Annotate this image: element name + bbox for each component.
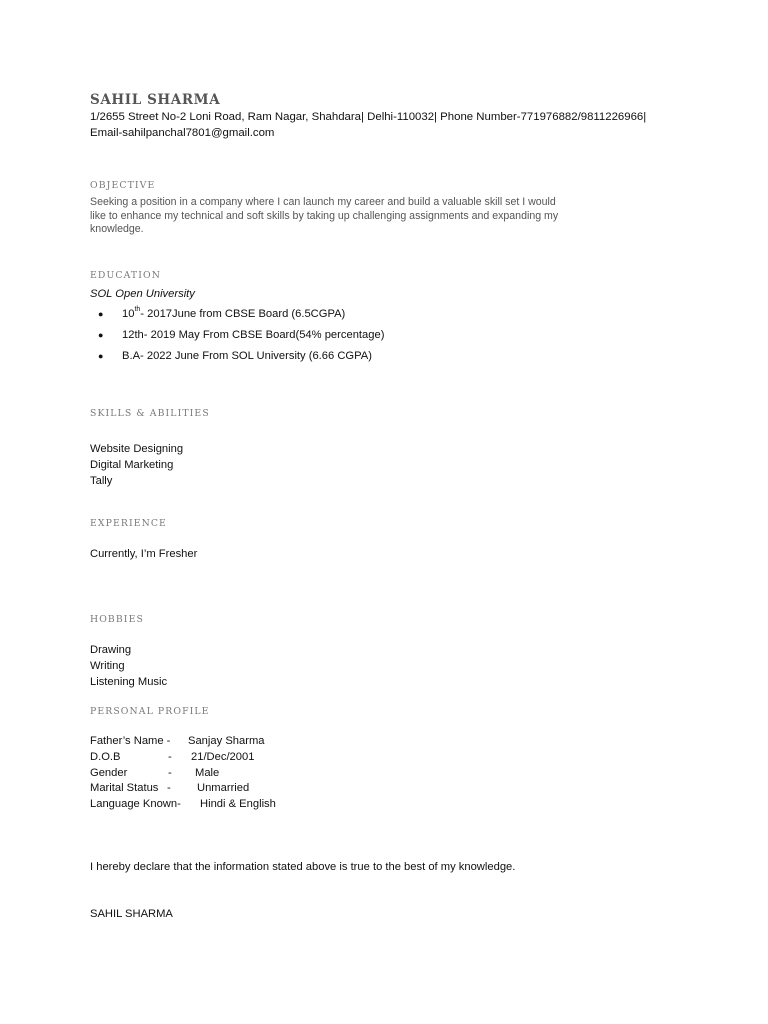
profile-separator: - xyxy=(167,782,171,795)
education-item-rest: - 2017June from CBSE Board (6.5CGPA) xyxy=(140,308,346,320)
profile-label: Gender xyxy=(90,766,128,779)
education-item-sup: th xyxy=(134,306,141,313)
hobby-item: Listening Music xyxy=(90,676,168,688)
profile-label: Marital Status xyxy=(90,782,159,795)
profile-value: Unmarried xyxy=(197,782,250,795)
hobbies-list xyxy=(90,642,167,690)
profile-value: Hindi & English xyxy=(200,798,276,811)
profile-label: Father’s Name - xyxy=(90,735,171,747)
bullet-icon: ● xyxy=(98,309,104,319)
address-line: 1/2655 Street No-2 Loni Road, Ram Nagar, Shahdara| Delhi-110032| Phone Number-771976882/9811226966| xyxy=(90,111,647,123)
hobby-item: Drawing xyxy=(90,644,132,656)
education-heading: EDUCATION xyxy=(90,270,161,281)
education-list xyxy=(98,306,384,369)
profile-value: Sanjay Sharma xyxy=(188,735,265,747)
experience-heading: EXPERIENCE xyxy=(90,518,167,529)
education-item xyxy=(98,306,384,327)
skill-item: Website Designing xyxy=(90,443,184,455)
signature-name: SAHIL SHARMA xyxy=(90,908,173,920)
skills-heading: SKILLS & ABILITIES xyxy=(90,408,210,419)
education-item-prefix: 12th- 2019 May From CBSE Board(54% percentage) xyxy=(122,329,385,341)
objective-heading: OBJECTIVE xyxy=(90,180,156,191)
education-item-prefix: B.A- 2022 June From SOL University (6.66 CGPA) xyxy=(122,350,372,362)
email-line: Email-sahilpanchal7801@gmail.com xyxy=(90,127,275,139)
personal-profile-heading: PERSONAL PROFILE xyxy=(90,706,210,717)
hobby-item: Writing xyxy=(90,660,125,672)
skills-list xyxy=(90,441,183,489)
education-item xyxy=(98,327,384,348)
profile-value: Male xyxy=(195,766,220,779)
experience-text: Currently, I’m Fresher xyxy=(90,548,198,560)
declaration-text: I hereby declare that the information stated above is true to the best of my knowledge. xyxy=(90,861,516,873)
profile-label: D.O.B xyxy=(90,750,121,763)
bullet-icon: ● xyxy=(98,330,104,340)
education-item xyxy=(98,348,384,369)
skill-item: Digital Marketing xyxy=(90,459,174,471)
objective-text: Seeking a position in a company where I can launch my career and build a valuable skill set I would like to enhance my technical and soft skills by taking up challenging assignments and expanding my knowledge. xyxy=(90,196,559,236)
bullet-icon: ● xyxy=(98,351,104,361)
education-item-prefix: 10 xyxy=(122,308,135,320)
skill-item: Tally xyxy=(90,475,113,487)
hobbies-heading: HOBBIES xyxy=(90,614,144,625)
education-school: SOL Open University xyxy=(90,288,195,300)
profile-separator: - xyxy=(168,766,172,779)
contact-block xyxy=(90,109,710,141)
candidate-name: SAHIL SHARMA xyxy=(90,92,221,108)
profile-value: 21/Dec/2001 xyxy=(191,750,255,763)
profile-separator: - xyxy=(168,750,172,763)
profile-label: Language Known- xyxy=(90,798,181,811)
